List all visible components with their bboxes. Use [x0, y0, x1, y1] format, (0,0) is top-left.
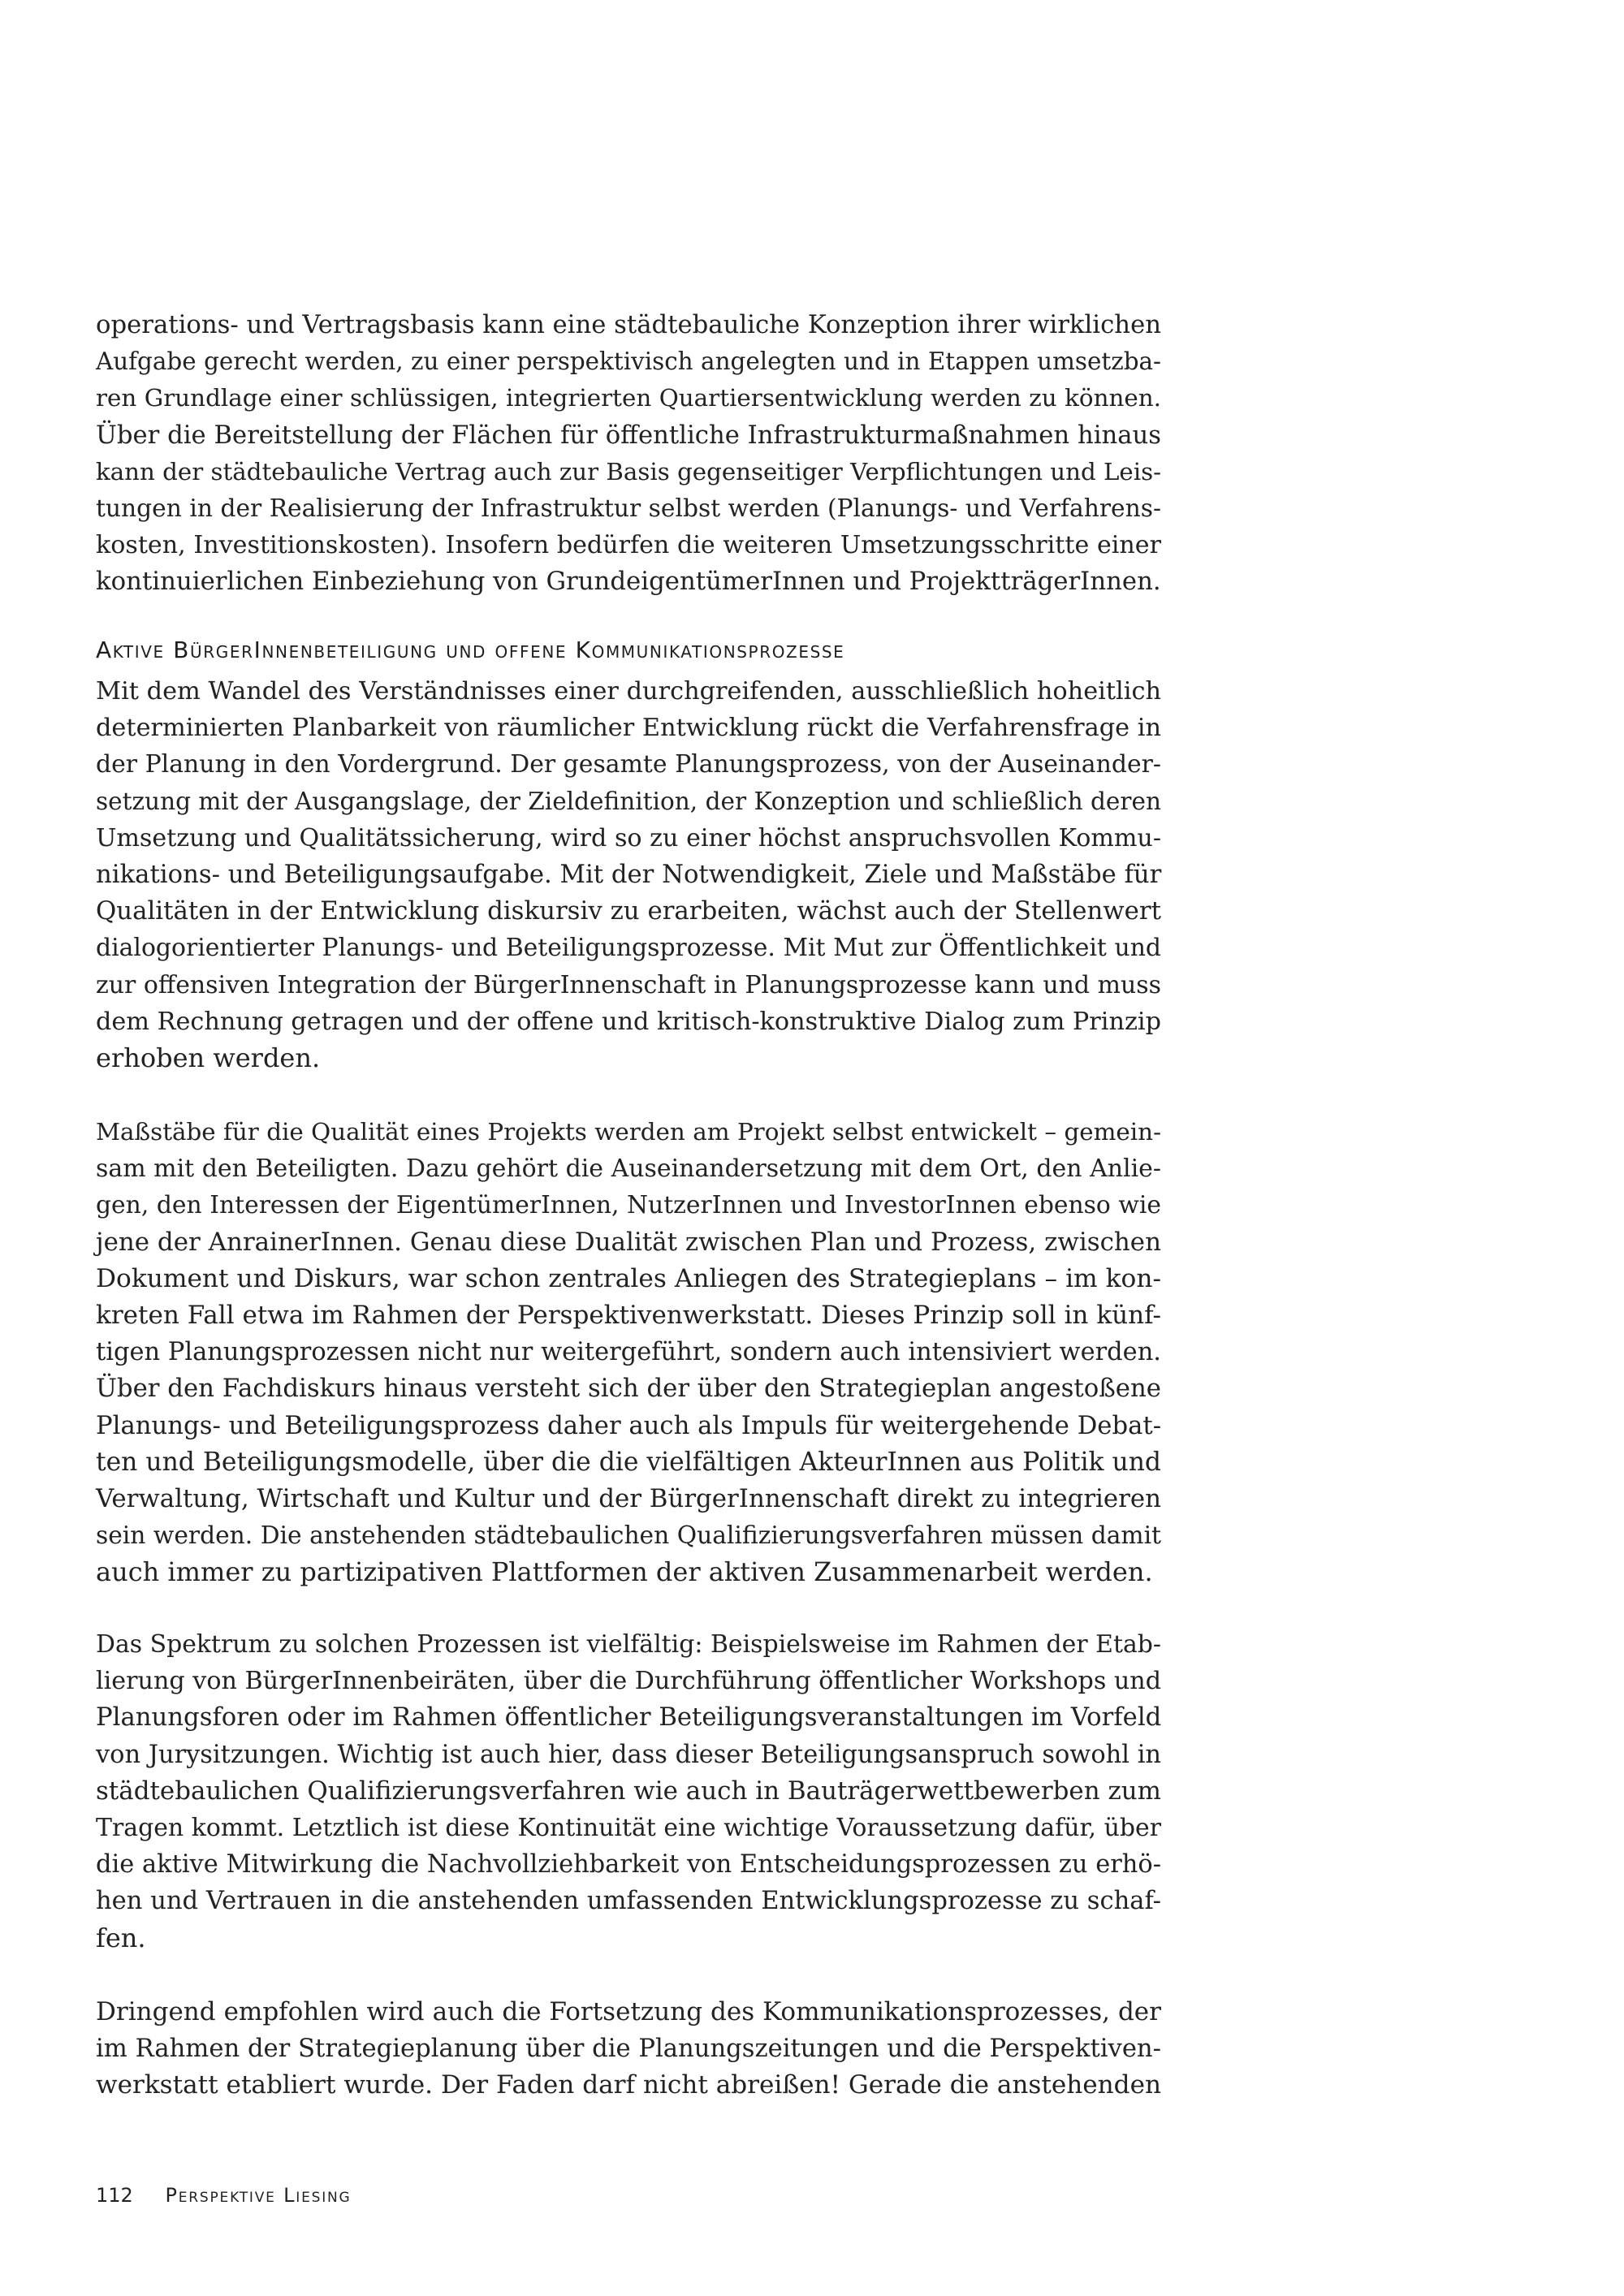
text-line: ten und Beteiligungsmodelle, über die die vielfältigen AkteurInnen aus Politik und [96, 1447, 1161, 1477]
text-line: Planungsforen oder im Rahmen öffentlicher Beteiligungsveranstaltungen im Vorfeld [96, 1703, 1162, 1733]
text-line: fen. [96, 1922, 146, 1953]
text-line: lierung von BürgerInnenbeiräten, über die Durchführung öffentlicher Workshops und [96, 1667, 1162, 1696]
text-line: auch immer zu partizipativen Plattformen der aktiven Zusammenarbeit werden. [96, 1556, 1153, 1588]
text-line: Dokument und Diskurs, war schon zentrales Anliegen des Strategieplans – im kon- [96, 1263, 1161, 1293]
text-line: Dringend empfohlen wird auch die Fortsetzung des Kommunikationsprozesses, der [96, 1997, 1161, 2026]
text-line: operations- und Vertragsbasis kann eine städtebauliche Konzeption ihrer wirklichen [96, 311, 1161, 339]
text-line: zur offensiven Integration der BürgerInnenschaft in Planungsprozesse kann und muss [96, 970, 1161, 999]
publication-title: Perspektive Liesing [165, 2184, 352, 2207]
text-line: Über die Bereitstellung der Flächen für öffentliche Infrastrukturmaßnahmen hinaus [96, 421, 1161, 450]
text-line: dialogorientierter Planungs- und Beteiligungsprozesse. Mit Mut zur Öffentlichkeit und [96, 934, 1161, 963]
body-paragraph [96, 1114, 1161, 1590]
text-line: jene der AnrainerInnen. Genau diese Dualität zwischen Plan und Prozess, zwischen [96, 1227, 1161, 1257]
text-line: kontinuierlichen Einbeziehung von GrundeigentümerInnen und ProjektträgerInnen. [96, 567, 1161, 597]
section-heading: Aktive BürgerInnenbeteiligung und offene Kommunikationsprozesse [96, 637, 845, 663]
body-paragraph [96, 1626, 1161, 1957]
text-line: sam mit den Beteiligten. Dazu gehört die Auseinandersetzung mit dem Ort, den Anlie- [96, 1154, 1161, 1184]
page-footer [96, 2184, 352, 2207]
text-line: Umsetzung und Qualitätssicherung, wird so zu einer höchst anspruchsvollen Kommu- [96, 823, 1161, 852]
text-line: Das Spektrum zu solchen Prozessen ist vielfältig: Beispielsweise im Rahmen der Etab- [96, 1630, 1161, 1659]
text-line: hen und Vertrauen in die anstehenden umfassenden Entwicklungsprozesse zu schaf- [96, 1887, 1161, 1916]
text-line: werkstatt etabliert wurde. Der Faden darf nicht abreißen! Gerade die anstehenden [96, 2070, 1161, 2100]
text-line: Aufgabe gerecht werden, zu einer perspektivisch angelegten und in Etappen umsetzba- [96, 347, 1161, 376]
text-line: Maßstäbe für die Qualität eines Projekts werden am Projekt selbst entwickelt – gemein- [96, 1118, 1161, 1146]
body-paragraph [96, 673, 1161, 1077]
text-line: dem Rechnung getragen und der offene und kritisch-konstruktive Dialog zum Prinzip [96, 1007, 1161, 1036]
text-line: kreten Fall etwa im Rahmen der Perspektivenwerkstatt. Dieses Prinzip soll in künf- [96, 1300, 1161, 1330]
text-line: tigen Planungsprozessen nicht nur weitergeführt, sondern auch intensiviert werden. [96, 1338, 1161, 1367]
text-line: von Jurysitzungen. Wichtig ist auch hier, dass dieser Beteiligungsanspruch sowohl in [96, 1740, 1161, 1769]
text-line: die aktive Mitwirkung die Nachvollziehbarkeit von Entscheidungsprozessen zu erhö- [96, 1850, 1161, 1880]
text-line: gen, den Interessen der EigentümerInnen, NutzerInnen und InvestorInnen ebenso wie [96, 1191, 1161, 1220]
text-line: nikations- und Beteiligungsaufgabe. Mit der Notwendigkeit, Ziele und Maßstäbe für [96, 860, 1162, 889]
text-line: tungen in der Realisierung der Infrastruktur selbst werden (Planungs- und Verfahrens- [96, 494, 1161, 523]
text-line: Qualitäten in der Entwicklung diskursiv zu erarbeiten, wächst auch der Stellenwert [96, 896, 1161, 926]
text-line: Tragen kommt. Letztlich ist diese Kontinuität eine wichtige Voraussetzung dafür, über [96, 1813, 1161, 1842]
text-line: determinierten Planbarkeit von räumlicher Entwicklung rückt die Verfahrensfrage in [96, 714, 1161, 743]
text-line: der Planung in den Vordergrund. Der gesamte Planungsprozess, von der Auseinander- [96, 750, 1161, 779]
text-line: Planungs- und Beteiligungsprozess daher auch als Impuls für weitergehende Debat- [96, 1411, 1162, 1440]
text-line: ren Grundlage einer schlüssigen, integrierten Quartiersentwicklung werden zu können. [96, 384, 1161, 412]
text-line: sein werden. Die anstehenden städtebaulichen Qualifizierungsverfahren müssen damit [96, 1521, 1161, 1551]
text-line: im Rahmen der Strategieplanung über die Planungszeitungen und die Perspektiven- [96, 2035, 1161, 2064]
text-line: erhoben werden. [96, 1042, 321, 1073]
text-line: Verwaltung, Wirtschaft und Kultur und der BürgerInnenschaft direkt zu integrieren [96, 1483, 1161, 1513]
text-line: kosten, Investitionskosten). Insofern bedürfen die weiteren Umsetzungsschritte einer [96, 531, 1161, 560]
text-line: Mit dem Wandel des Verständnisses einer durchgreifenden, ausschließlich hoheitlich [96, 677, 1161, 706]
text-line: Über den Fachdiskurs hinaus versteht sich der über den Strategieplan angestoßene [96, 1374, 1161, 1404]
body-paragraph [96, 1994, 1161, 2104]
text-line: städtebaulichen Qualifizierungsverfahren wie auch in Bauträgerwettbewerben zum [96, 1776, 1161, 1806]
body-paragraph [96, 307, 1161, 601]
text-line: kann der städtebauliche Vertrag auch zur Basis gegenseitiger Verpflichtungen und Leis- [96, 457, 1161, 486]
text-line: setzung mit der Ausgangslage, der Zieldefinition, der Konzeption und schließlich deren [96, 787, 1161, 815]
page-number: 112 [96, 2184, 133, 2207]
